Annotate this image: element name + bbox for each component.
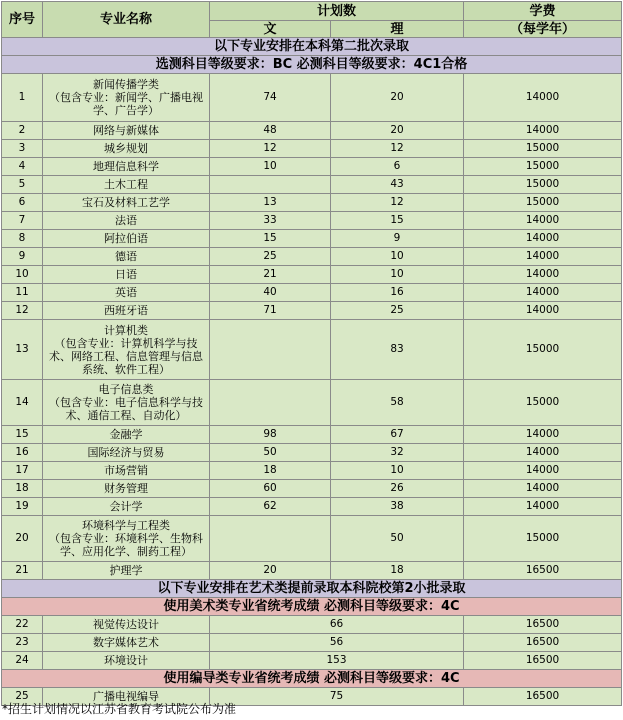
row-fee: 14000 [464, 462, 622, 480]
row-major-name: 视觉传达设计 [43, 616, 210, 634]
table-row [2, 444, 622, 462]
row-seq: 15 [2, 426, 43, 444]
row-fee: 15000 [464, 140, 622, 158]
row-major-name: 法语 [43, 212, 210, 230]
row-major-name: 环境科学与工程类 （包含专业：环境科学、生物科学、应用化学、制药工程） [43, 516, 210, 562]
row-seq: 9 [2, 248, 43, 266]
row-plan-li: 6 [331, 158, 464, 176]
row-plan-li: 32 [331, 444, 464, 462]
row-plan-wen: 18 [210, 462, 331, 480]
row-major-name: 网络与新媒体 [43, 122, 210, 140]
row-plan-wen [210, 516, 331, 562]
row-plan-wen: 20 [210, 562, 331, 580]
row-seq: 1 [2, 74, 43, 122]
section2-sub-directing: 使用编导类专业省统考成绩 必测科目等级要求：4C [2, 670, 622, 688]
row-plan-wen: 15 [210, 230, 331, 248]
row-fee: 14000 [464, 212, 622, 230]
row-plan-li: 58 [331, 380, 464, 426]
row-plan-wen: 40 [210, 284, 331, 302]
row-seq: 14 [2, 380, 43, 426]
enrollment-plan-table [1, 1, 622, 706]
row-seq: 25 [2, 688, 43, 706]
row-fee: 16500 [464, 562, 622, 580]
row-fee: 14000 [464, 426, 622, 444]
row-fee: 14000 [464, 266, 622, 284]
row-fee: 16500 [464, 616, 622, 634]
row-plan-li: 50 [331, 516, 464, 562]
row-plan-wen [210, 380, 331, 426]
row-plan-li: 10 [331, 266, 464, 284]
row-major-name: 阿拉伯语 [43, 230, 210, 248]
row-fee: 15000 [464, 194, 622, 212]
row-seq: 5 [2, 176, 43, 194]
row-plan-li: 10 [331, 248, 464, 266]
header-fee: 学费 [464, 2, 622, 21]
row-fee: 14000 [464, 74, 622, 122]
row-fee: 16500 [464, 688, 622, 706]
row-seq: 20 [2, 516, 43, 562]
row-plan-wen: 62 [210, 498, 331, 516]
row-seq: 4 [2, 158, 43, 176]
row-seq: 17 [2, 462, 43, 480]
row-plan-wen: 48 [210, 122, 331, 140]
row-fee: 16500 [464, 652, 622, 670]
row-plan-li: 15 [331, 212, 464, 230]
row-seq: 18 [2, 480, 43, 498]
row-plan-li: 25 [331, 302, 464, 320]
row-major-name: 计算机类 （包含专业：计算机科学与技术、网络工程、信息管理与信息系统、软件工程） [43, 320, 210, 380]
row-plan-wen [210, 176, 331, 194]
header-major: 专业名称 [43, 2, 210, 38]
row-plan-li: 12 [331, 194, 464, 212]
row-major-name: 西班牙语 [43, 302, 210, 320]
row-major-name: 土木工程 [43, 176, 210, 194]
table-row [2, 266, 622, 284]
row-plan-wen: 71 [210, 302, 331, 320]
table-row [2, 320, 622, 380]
row-seq: 22 [2, 616, 43, 634]
row-fee: 15000 [464, 380, 622, 426]
row-fee: 15000 [464, 320, 622, 380]
header-wen: 文 [210, 21, 331, 38]
row-seq: 10 [2, 266, 43, 284]
table-row [2, 480, 622, 498]
row-major-name: 广播电视编导 [43, 688, 210, 706]
row-major-name: 地理信息科学 [43, 158, 210, 176]
table-row [2, 212, 622, 230]
row-plan-wen: 33 [210, 212, 331, 230]
row-seq: 16 [2, 444, 43, 462]
row-plan: 75 [210, 688, 464, 706]
row-major-name: 财务管理 [43, 480, 210, 498]
row-plan-wen: 10 [210, 158, 331, 176]
row-plan-li: 20 [331, 122, 464, 140]
row-seq: 2 [2, 122, 43, 140]
row-major-name: 宝石及材料工艺学 [43, 194, 210, 212]
row-major-name: 金融学 [43, 426, 210, 444]
table-row [2, 284, 622, 302]
table-row [2, 652, 622, 670]
row-fee: 14000 [464, 122, 622, 140]
row-seq: 11 [2, 284, 43, 302]
row-seq: 24 [2, 652, 43, 670]
table-row [2, 634, 622, 652]
row-plan-li: 38 [331, 498, 464, 516]
table-row [2, 498, 622, 516]
table-row [2, 74, 622, 122]
row-major-name: 环境设计 [43, 652, 210, 670]
row-plan-li: 43 [331, 176, 464, 194]
row-plan-li: 26 [331, 480, 464, 498]
section2-sub-art: 使用美术类专业省统考成绩 必测科目等级要求：4C [2, 598, 622, 616]
row-fee: 14000 [464, 248, 622, 266]
table-row [2, 380, 622, 426]
row-plan-li: 20 [331, 74, 464, 122]
header-plan: 计划数 [210, 2, 464, 21]
row-plan-li: 16 [331, 284, 464, 302]
row-major-name: 数字媒体艺术 [43, 634, 210, 652]
row-major-name: 新闻传播学类 （包含专业：新闻学、广播电视学、广告学） [43, 74, 210, 122]
header-fee-sub: （每学年） [464, 21, 622, 38]
row-major-name: 国际经济与贸易 [43, 444, 210, 462]
table-row [2, 248, 622, 266]
row-seq: 7 [2, 212, 43, 230]
row-plan-wen: 21 [210, 266, 331, 284]
row-major-name: 护理学 [43, 562, 210, 580]
section1-title: 以下专业安排在本科第二批次录取 [2, 38, 622, 56]
table-row [2, 140, 622, 158]
row-fee: 14000 [464, 284, 622, 302]
row-fee: 14000 [464, 302, 622, 320]
row-major-name: 电子信息类 （包含专业：电子信息科学与技术、通信工程、自动化） [43, 380, 210, 426]
row-plan-wen: 12 [210, 140, 331, 158]
row-seq: 3 [2, 140, 43, 158]
table-row [2, 462, 622, 480]
row-plan-li: 9 [331, 230, 464, 248]
section2-title: 以下专业安排在艺术类提前录取本科院校第2小批录取 [2, 580, 622, 598]
table-row [2, 194, 622, 212]
row-seq: 21 [2, 562, 43, 580]
row-seq: 19 [2, 498, 43, 516]
row-major-name: 日语 [43, 266, 210, 284]
row-major-name: 市场营销 [43, 462, 210, 480]
row-fee: 14000 [464, 230, 622, 248]
footer-note: *招生计划情况以江苏省教育考试院公布为准 [2, 702, 237, 716]
row-plan-li: 10 [331, 462, 464, 480]
table-row [2, 562, 622, 580]
table-row [2, 516, 622, 562]
row-fee: 14000 [464, 444, 622, 462]
row-plan: 66 [210, 616, 464, 634]
row-major-name: 城乡规划 [43, 140, 210, 158]
row-plan-li: 12 [331, 140, 464, 158]
row-fee: 15000 [464, 158, 622, 176]
row-plan-wen: 50 [210, 444, 331, 462]
row-plan-wen: 25 [210, 248, 331, 266]
table-row [2, 176, 622, 194]
row-seq: 6 [2, 194, 43, 212]
table-row [2, 426, 622, 444]
row-plan-li: 83 [331, 320, 464, 380]
row-seq: 23 [2, 634, 43, 652]
row-plan-wen: 98 [210, 426, 331, 444]
table-row [2, 158, 622, 176]
row-fee: 15000 [464, 516, 622, 562]
row-plan-li: 18 [331, 562, 464, 580]
row-fee: 15000 [464, 176, 622, 194]
header-seq: 序号 [2, 2, 43, 38]
row-plan-wen: 74 [210, 74, 331, 122]
table-row [2, 616, 622, 634]
row-fee: 14000 [464, 498, 622, 516]
table-row [2, 122, 622, 140]
row-major-name: 德语 [43, 248, 210, 266]
row-seq: 12 [2, 302, 43, 320]
row-plan-li: 67 [331, 426, 464, 444]
row-plan: 56 [210, 634, 464, 652]
row-major-name: 会计学 [43, 498, 210, 516]
row-plan: 153 [210, 652, 464, 670]
row-fee: 14000 [464, 480, 622, 498]
row-plan-wen [210, 320, 331, 380]
row-plan-wen: 60 [210, 480, 331, 498]
table-row [2, 302, 622, 320]
row-fee: 16500 [464, 634, 622, 652]
row-seq: 8 [2, 230, 43, 248]
row-plan-wen: 13 [210, 194, 331, 212]
row-major-name: 英语 [43, 284, 210, 302]
table-row [2, 230, 622, 248]
header-li: 理 [331, 21, 464, 38]
section1-subtitle: 选测科目等级要求：BC 必测科目等级要求：4C1合格 [2, 56, 622, 74]
row-seq: 13 [2, 320, 43, 380]
